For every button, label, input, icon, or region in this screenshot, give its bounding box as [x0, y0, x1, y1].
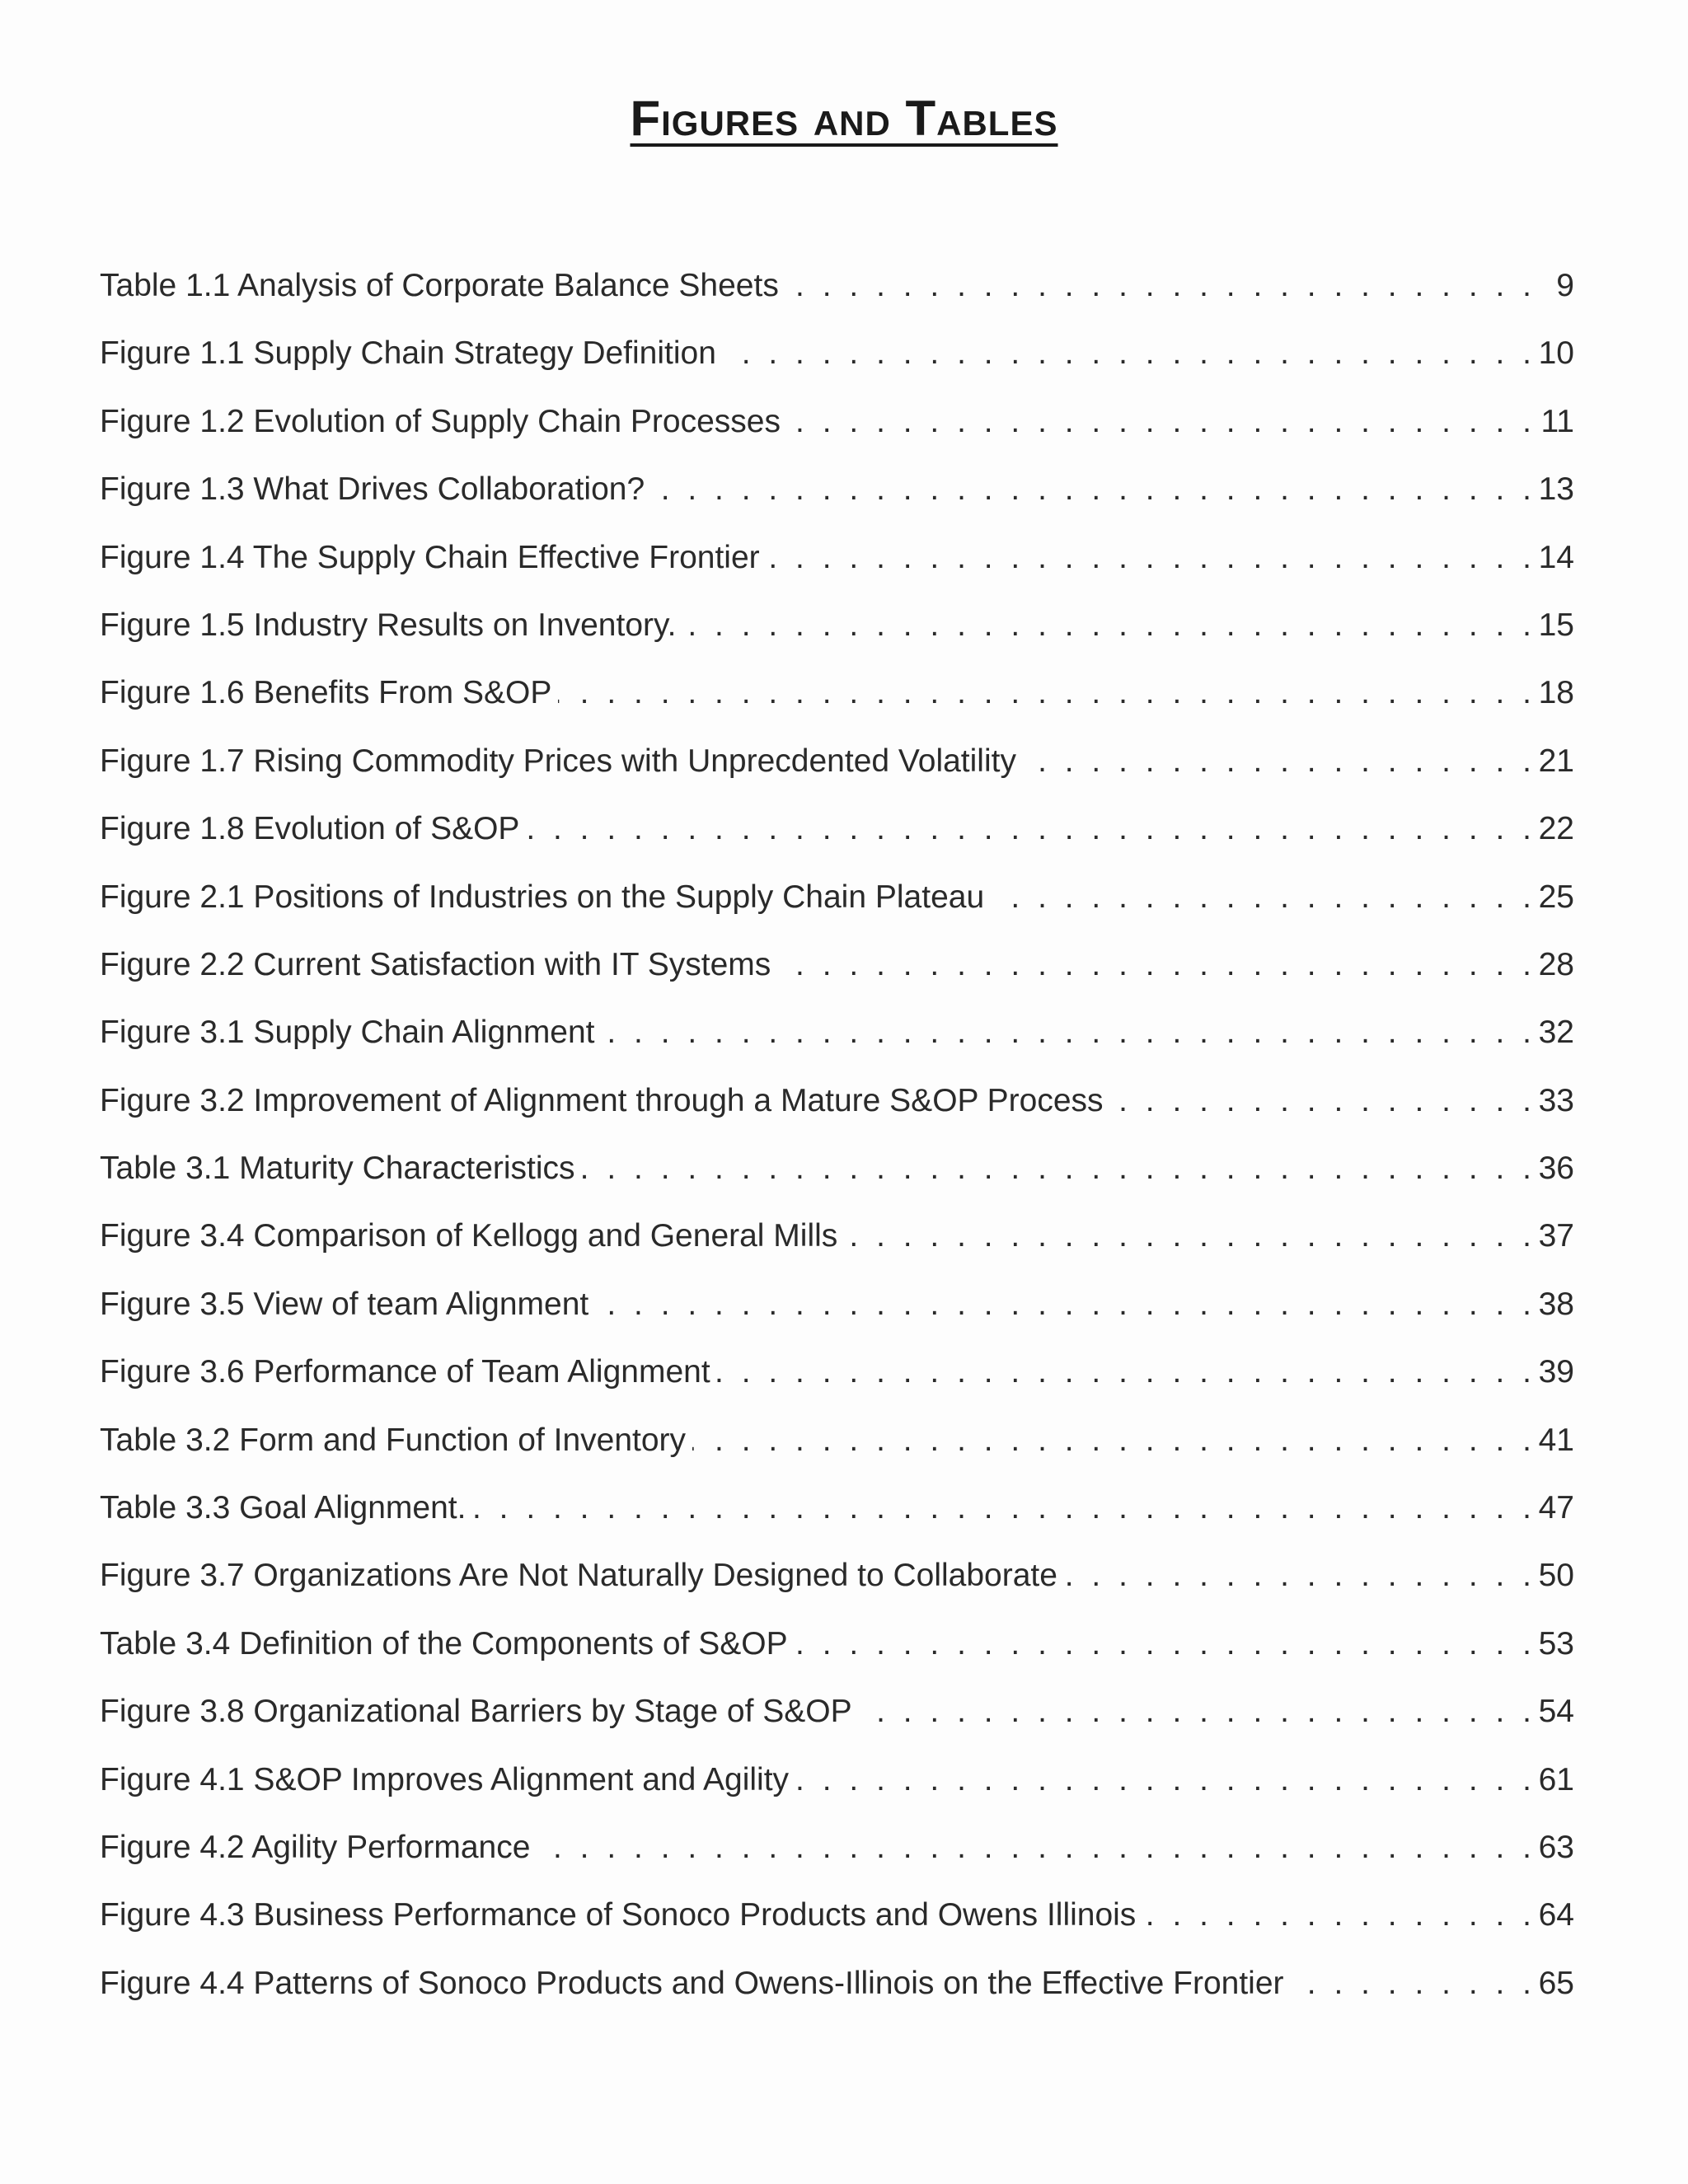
toc-entry-page-number: 63 — [1538, 1829, 1574, 1865]
toc-entry-label: Figure 3.5 View of team Alignment — [100, 1286, 589, 1322]
dot-leader — [692, 1407, 1531, 1474]
toc-entry[interactable] — [100, 1407, 1574, 1474]
toc-entry[interactable] — [100, 931, 1574, 999]
toc-entry-page-number: 54 — [1538, 1694, 1574, 1730]
toc-entry-page-number: 22 — [1538, 811, 1574, 847]
toc-entry[interactable] — [100, 1135, 1574, 1202]
toc-entry-page-number: 11 — [1540, 403, 1574, 439]
toc-entry-label: Figure 2.2 Current Satisfaction with IT Systems — [100, 946, 771, 982]
dot-leader — [767, 524, 1531, 592]
toc-entry[interactable] — [100, 1271, 1574, 1338]
toc-entry-label: Figure 1.3 What Drives Collaboration? — [100, 471, 645, 508]
page-title-text: Figures and Tables — [630, 91, 1058, 146]
toc-entry-label: Figure 1.7 Rising Commodity Prices with Unprecdented Volatility — [100, 743, 1016, 779]
toc-entry[interactable] — [100, 864, 1574, 931]
toc-entry-page-number: 37 — [1538, 1218, 1574, 1254]
toc-entry-label: Figure 1.4 The Supply Chain Effective Frontier — [100, 539, 760, 575]
toc-entry[interactable] — [100, 388, 1574, 456]
toc-entry-label: Figure 3.1 Supply Chain Alignment — [100, 1015, 595, 1051]
figures-and-tables-list — [100, 252, 1574, 2018]
dot-leader — [1291, 1950, 1531, 2018]
toc-entry-page-number: 14 — [1538, 539, 1574, 575]
toc-entry-label: Figure 3.7 Organizations Are Not Naturally Designed to Collaborate — [100, 1558, 1057, 1594]
toc-entry-page-number: 32 — [1538, 1015, 1574, 1051]
toc-entry-page-number: 39 — [1538, 1354, 1574, 1390]
dot-leader — [717, 1338, 1531, 1406]
toc-entry-label: Figure 4.4 Patterns of Sonoco Products and Owens-Illinois on the Effective Frontier — [100, 1965, 1284, 2001]
toc-entry-label: Figure 1.2 Evolution of Supply Chain Processes — [100, 403, 781, 439]
dot-leader — [795, 1610, 1531, 1678]
toc-entry-label: Table 3.4 Definition of the Components of S&OP — [100, 1625, 788, 1661]
dot-leader — [1110, 1067, 1531, 1135]
toc-entry-page-number: 18 — [1538, 675, 1574, 711]
toc-entry-page-number: 25 — [1538, 879, 1574, 915]
toc-entry-label: Table 1.1 Analysis of Corporate Balance Sheets — [100, 268, 779, 303]
toc-entry-page-number: 10 — [1538, 335, 1574, 372]
toc-entry-label: Figure 1.5 Industry Results on Inventory. — [100, 607, 677, 643]
toc-entry-label: Figure 3.2 Improvement of Alignment through a Mature S&OP Process — [100, 1082, 1104, 1118]
toc-entry-label: Table 3.1 Maturity Characteristics — [100, 1151, 575, 1187]
toc-entry[interactable] — [100, 999, 1574, 1066]
toc-entry-page-number: 53 — [1538, 1625, 1574, 1661]
dot-leader — [1142, 1882, 1531, 1949]
toc-entry-page-number: 28 — [1538, 946, 1574, 982]
dot-leader — [602, 999, 1531, 1066]
toc-entry-page-number: 61 — [1538, 1761, 1574, 1797]
toc-entry-label: Table 3.2 Form and Function of Inventory — [100, 1422, 687, 1458]
dot-leader — [844, 1202, 1531, 1270]
toc-entry-label: Figure 3.4 Comparison of Kellogg and General Mills — [100, 1218, 838, 1254]
dot-leader — [991, 864, 1531, 931]
toc-entry-page-number: 47 — [1538, 1490, 1574, 1526]
dot-leader — [472, 1474, 1531, 1542]
toc-entry[interactable] — [100, 592, 1574, 659]
toc-entry-label: Table 3.3 Goal Alignment. — [100, 1490, 467, 1526]
toc-entry-label: Figure 4.3 Business Performance of Sonoco Products and Owens Illinois — [100, 1897, 1137, 1933]
dot-leader — [1064, 1542, 1531, 1610]
toc-entry[interactable] — [100, 524, 1574, 592]
dot-leader — [682, 592, 1531, 659]
dot-leader — [558, 659, 1531, 727]
dot-leader — [785, 252, 1531, 320]
dot-leader — [777, 931, 1531, 999]
toc-entry[interactable] — [100, 1882, 1574, 1949]
toc-entry[interactable] — [100, 795, 1574, 863]
toc-entry-page-number: 50 — [1538, 1558, 1574, 1594]
toc-entry[interactable] — [100, 1950, 1574, 2018]
toc-entry-label: Figure 4.2 Agility Performance — [100, 1829, 531, 1865]
dot-leader — [723, 320, 1531, 387]
toc-entry-label: Figure 3.8 Organizational Barriers by Stage of S&OP — [100, 1694, 852, 1730]
toc-entry-page-number: 13 — [1538, 471, 1574, 508]
dot-leader — [787, 388, 1531, 456]
toc-entry-page-number: 41 — [1538, 1422, 1574, 1458]
toc-entry-page-number: 36 — [1538, 1151, 1574, 1187]
toc-entry[interactable] — [100, 1610, 1574, 1678]
toc-entry[interactable] — [100, 252, 1574, 320]
page-title — [0, 89, 1688, 148]
toc-entry[interactable] — [100, 456, 1574, 523]
toc-entry-label: Figure 1.6 Benefits From S&OP — [100, 675, 552, 711]
toc-entry-page-number: 21 — [1538, 743, 1574, 779]
toc-entry-label: Figure 3.6 Performance of Team Alignment — [100, 1354, 710, 1390]
toc-entry-page-number: 38 — [1538, 1286, 1574, 1322]
toc-entry-page-number: 33 — [1538, 1082, 1574, 1118]
toc-entry[interactable] — [100, 1338, 1574, 1406]
toc-entry[interactable] — [100, 1814, 1574, 1882]
toc-entry-page-number: 64 — [1538, 1897, 1574, 1933]
toc-entry-label: Figure 1.8 Evolution of S&OP — [100, 811, 520, 847]
toc-entry-page-number: 65 — [1538, 1965, 1574, 2001]
dot-leader — [582, 1135, 1531, 1202]
toc-entry-page-number: 15 — [1538, 607, 1574, 643]
toc-entry[interactable] — [100, 320, 1574, 387]
dot-leader — [526, 795, 1531, 863]
dot-leader — [795, 1746, 1531, 1814]
toc-entry-label: Figure 2.1 Positions of Industries on the Supply Chain Plateau — [100, 879, 985, 915]
toc-entry[interactable] — [100, 1474, 1574, 1542]
dot-leader — [537, 1814, 1531, 1882]
toc-entry[interactable] — [100, 1202, 1574, 1270]
toc-entry[interactable] — [100, 1067, 1574, 1135]
toc-entry[interactable] — [100, 1746, 1574, 1814]
toc-entry[interactable] — [100, 728, 1574, 795]
dot-leader — [1023, 728, 1531, 795]
toc-entry-label: Figure 4.1 S&OP Improves Alignment and Agility — [100, 1761, 790, 1797]
toc-entry[interactable] — [100, 1542, 1574, 1610]
dot-leader — [859, 1678, 1531, 1746]
toc-entry[interactable] — [100, 659, 1574, 727]
toc-entry-page-number: 9 — [1556, 268, 1574, 303]
dot-leader — [595, 1271, 1531, 1338]
toc-entry-label: Figure 1.1 Supply Chain Strategy Definition — [100, 335, 716, 372]
toc-entry[interactable] — [100, 1678, 1574, 1746]
dot-leader — [651, 456, 1531, 523]
